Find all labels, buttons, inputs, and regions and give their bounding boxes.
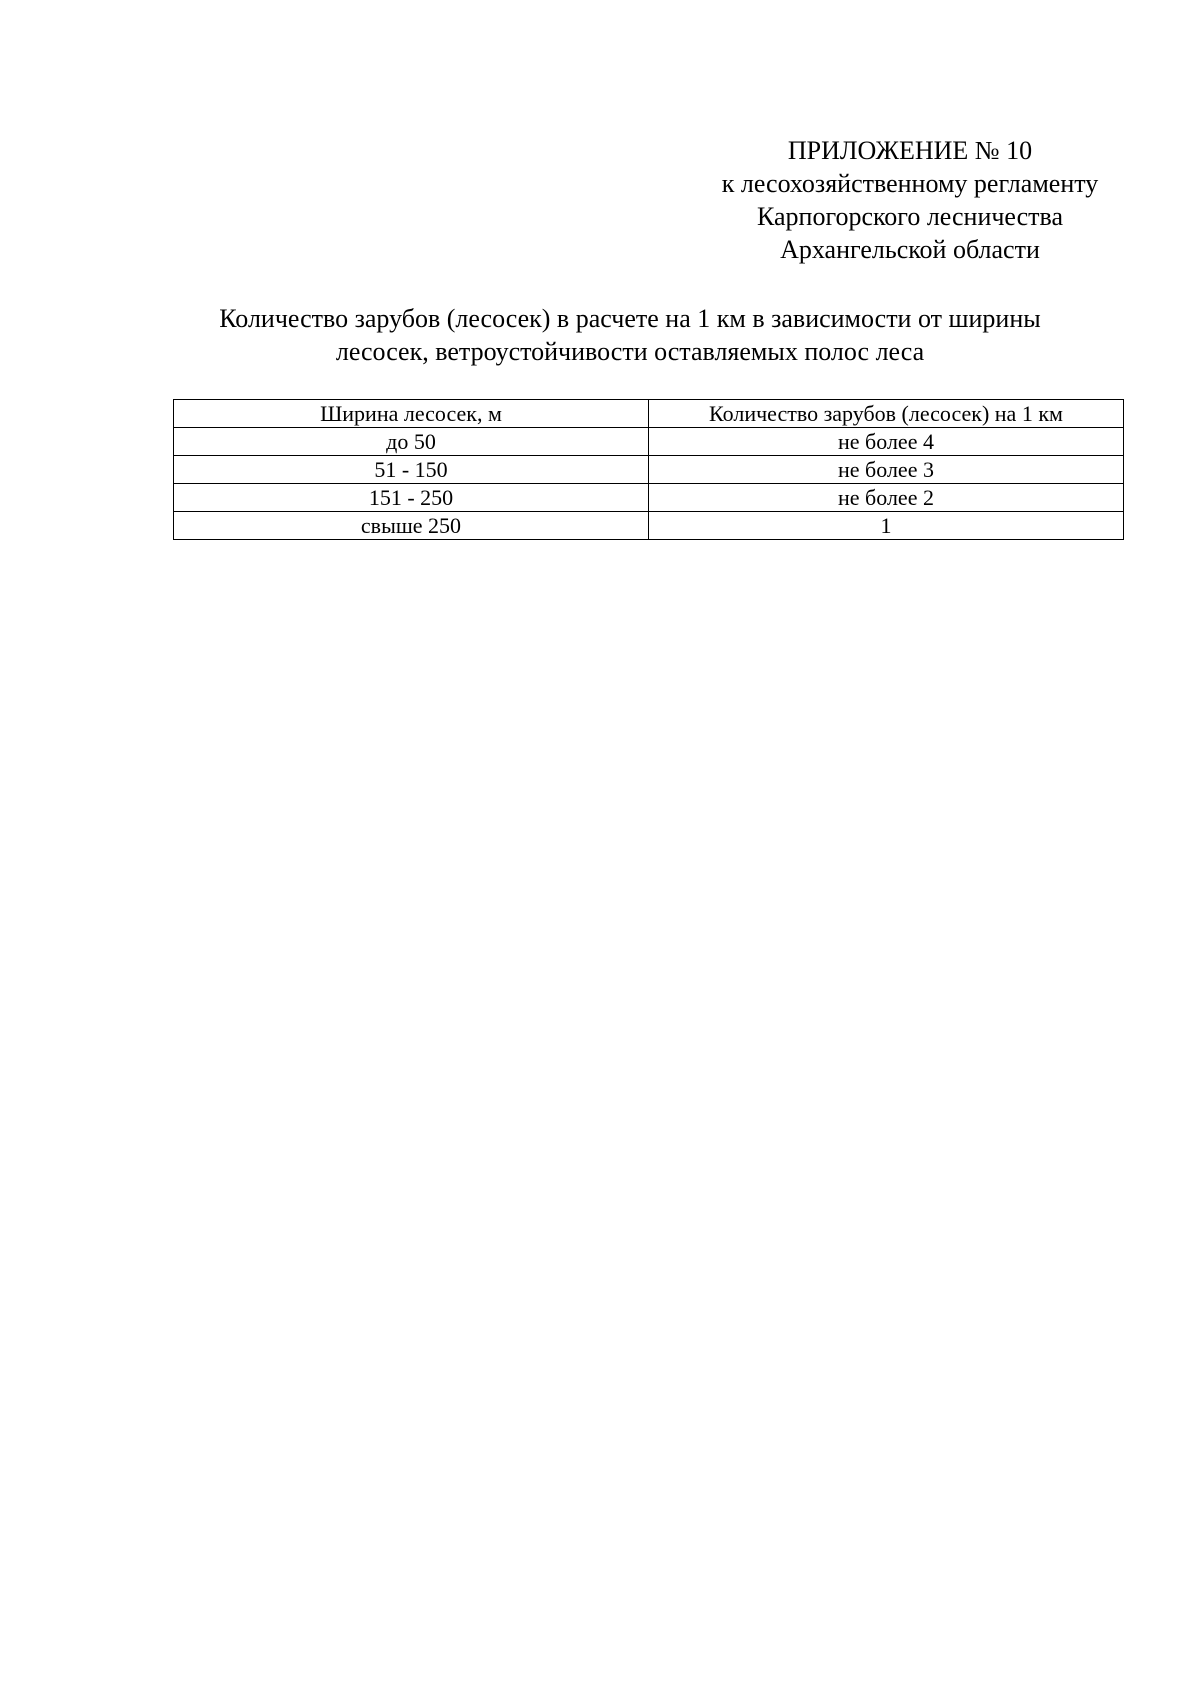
document-title-line-2: лесосек, ветроустойчивости оставляемых полос леса [335,337,925,366]
table-cell-width: 151 - 250 [174,484,649,512]
table-cell-count: 1 [649,512,1124,540]
column-header-count: Количество зарубов (лесосек) на 1 км [649,400,1124,428]
data-table [173,399,1124,540]
document-title-line-1: Количество зарубов (лесосек) в расчете на 1 км в зависимости от ширины [219,304,1041,333]
appendix-subtitle-line-3: Архангельской области [780,235,1040,264]
table-row [174,484,1124,512]
table-cell-width: свыше 250 [174,512,649,540]
table-cell-count: не более 3 [649,456,1124,484]
table-row [174,456,1124,484]
table-header-row [174,400,1124,428]
table-cell-width: 51 - 150 [174,456,649,484]
appendix-header [680,134,1140,266]
document-title [120,302,1140,368]
table-row [174,512,1124,540]
table-cell-count: не более 2 [649,484,1124,512]
appendix-subtitle-line-2: Карпогорского лесничества [756,202,1063,231]
table-row [174,428,1124,456]
table-cell-width: до 50 [174,428,649,456]
table-cell-count: не более 4 [649,428,1124,456]
column-header-width: Ширина лесосек, м [174,400,649,428]
appendix-number: ПРИЛОЖЕНИЕ № 10 [787,136,1033,165]
appendix-subtitle-line-1: к лесохозяйственному регламенту [721,169,1099,198]
